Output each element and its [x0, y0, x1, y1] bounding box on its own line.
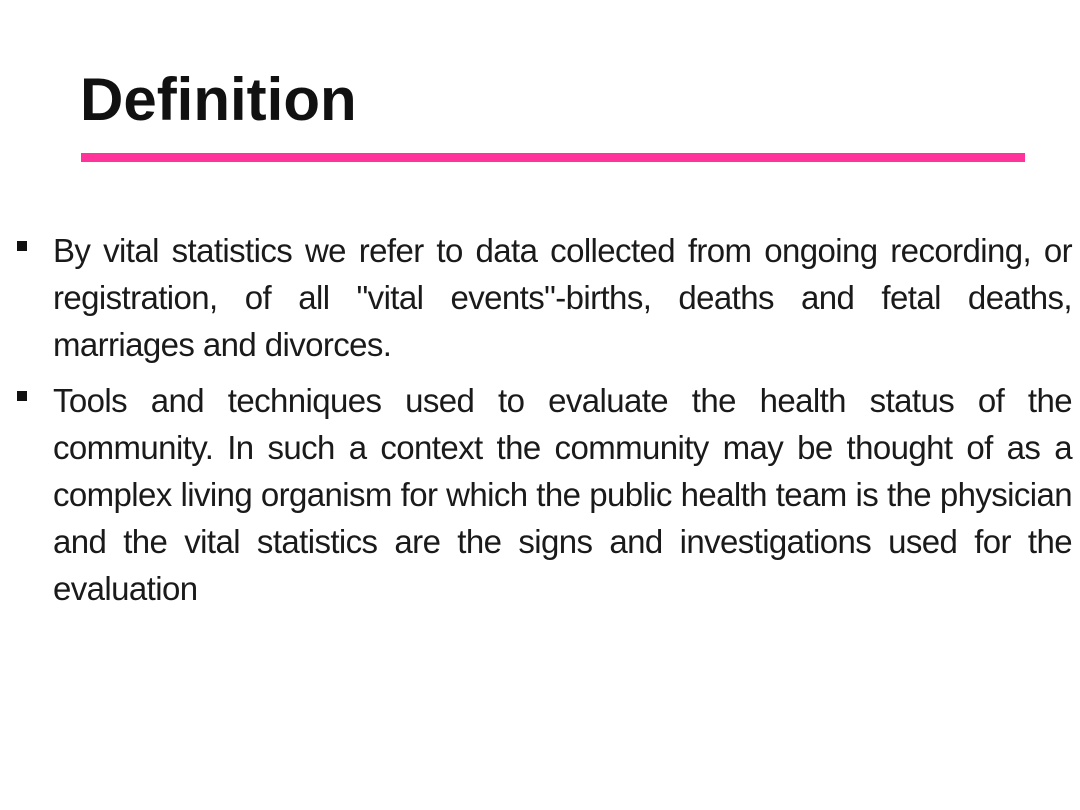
bullet-list	[14, 227, 1072, 621]
bullet-item	[14, 227, 1072, 368]
square-bullet-icon	[17, 241, 27, 251]
slide-title: Definition	[80, 66, 357, 133]
square-bullet-icon	[17, 391, 27, 401]
title-underline	[81, 153, 1025, 162]
bullet-text: By vital statistics we refer to data collected from ongoing recording, or registration, of all "vital events"-births, deaths and fetal deaths, marriages and divorces.	[53, 232, 1072, 363]
bullet-text: Tools and techniques used to evaluate the health status of the community. In such a context the community may be thought of as a complex living organism for which the public health team is the physician and the vital statistics are the signs and investigations used for the evaluation	[53, 382, 1072, 607]
bullet-item	[14, 377, 1072, 612]
